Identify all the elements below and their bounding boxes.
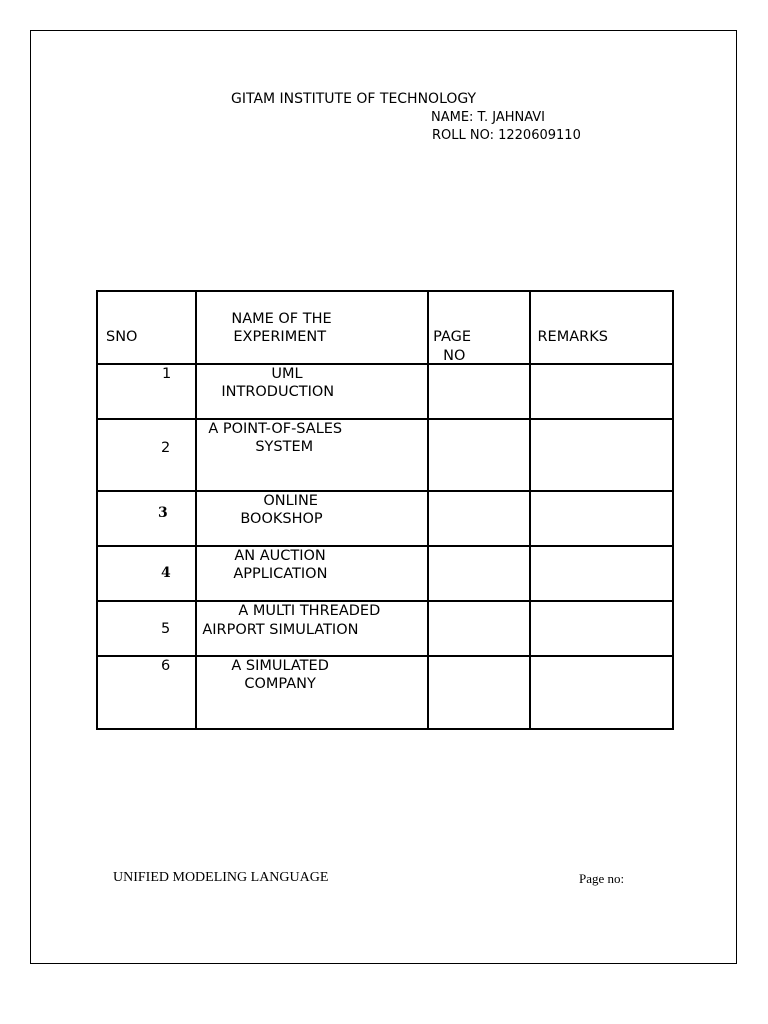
- cell-sno: [97, 419, 196, 491]
- cell-sno: [97, 656, 196, 729]
- sno-value: 3: [158, 505, 168, 521]
- sno-value: 4: [161, 565, 171, 581]
- cell-sno: [97, 491, 196, 546]
- cell-page-no: [428, 491, 530, 546]
- cell-sno: [97, 364, 196, 419]
- cell-sno: [97, 546, 196, 601]
- header-experiment: [196, 291, 428, 364]
- cell-remarks: [530, 546, 673, 601]
- experiment-line1: A MULTI THREADED: [238, 603, 381, 619]
- cell-experiment: [196, 601, 428, 656]
- experiment-line2: APPLICATION: [233, 566, 328, 582]
- footer-subject: UNIFIED MODELING LANGUAGE: [113, 870, 329, 885]
- experiment-line1: UML: [271, 366, 303, 382]
- experiment-line2: INTRODUCTION: [221, 384, 335, 400]
- experiment-line2: SYSTEM: [255, 439, 314, 455]
- header-page-line1: PAGE: [433, 329, 472, 345]
- experiment-line2: BOOKSHOP: [240, 511, 323, 527]
- roll-number: ROLL NO: 1220609110: [432, 128, 581, 143]
- experiments-table: [96, 290, 674, 730]
- student-name: NAME: T. JAHNAVI: [431, 110, 546, 125]
- sno-value: 5: [161, 621, 171, 637]
- cell-remarks: [530, 419, 673, 491]
- header-page-no: [428, 291, 530, 364]
- table-row: [97, 656, 673, 729]
- institute-name: GITAM INSTITUTE OF TECHNOLOGY: [231, 91, 477, 107]
- header-experiment-line2: EXPERIMENT: [233, 329, 327, 345]
- cell-experiment: [196, 491, 428, 546]
- table-row: [97, 546, 673, 601]
- table-header-row: [97, 291, 673, 364]
- sno-value: 6: [161, 658, 171, 674]
- experiment-line2: AIRPORT SIMULATION: [202, 622, 359, 638]
- cell-experiment: [196, 656, 428, 729]
- cell-remarks: [530, 491, 673, 546]
- table-row: [97, 419, 673, 491]
- cell-remarks: [530, 364, 673, 419]
- cell-experiment: [196, 419, 428, 491]
- footer-page-no: Page no:: [579, 871, 625, 886]
- table-row: [97, 491, 673, 546]
- experiment-line1: A SIMULATED: [231, 658, 329, 674]
- experiment-line1: A POINT-OF-SALES: [208, 421, 343, 437]
- header-experiment-line1: NAME OF THE: [231, 311, 332, 327]
- cell-remarks: [530, 656, 673, 729]
- sno-value: 2: [161, 440, 171, 456]
- cell-page-no: [428, 364, 530, 419]
- experiment-line2: COMPANY: [244, 676, 316, 692]
- table-row: [97, 364, 673, 419]
- header-sno-label: SNO: [106, 329, 138, 345]
- header-sno: [97, 291, 196, 364]
- cell-page-no: [428, 419, 530, 491]
- experiment-line1: ONLINE: [263, 493, 318, 509]
- cell-sno: [97, 601, 196, 656]
- cell-page-no: [428, 601, 530, 656]
- header-page-line2: NO: [443, 348, 466, 364]
- cell-remarks: [530, 601, 673, 656]
- cell-experiment: [196, 546, 428, 601]
- sno-value: 1: [162, 366, 172, 382]
- cell-page-no: [428, 656, 530, 729]
- header-remarks: [530, 291, 673, 364]
- table-row: [97, 601, 673, 656]
- experiment-line1: AN AUCTION: [234, 548, 326, 564]
- cell-page-no: [428, 546, 530, 601]
- cell-experiment: [196, 364, 428, 419]
- header-remarks-label: REMARKS: [537, 329, 608, 345]
